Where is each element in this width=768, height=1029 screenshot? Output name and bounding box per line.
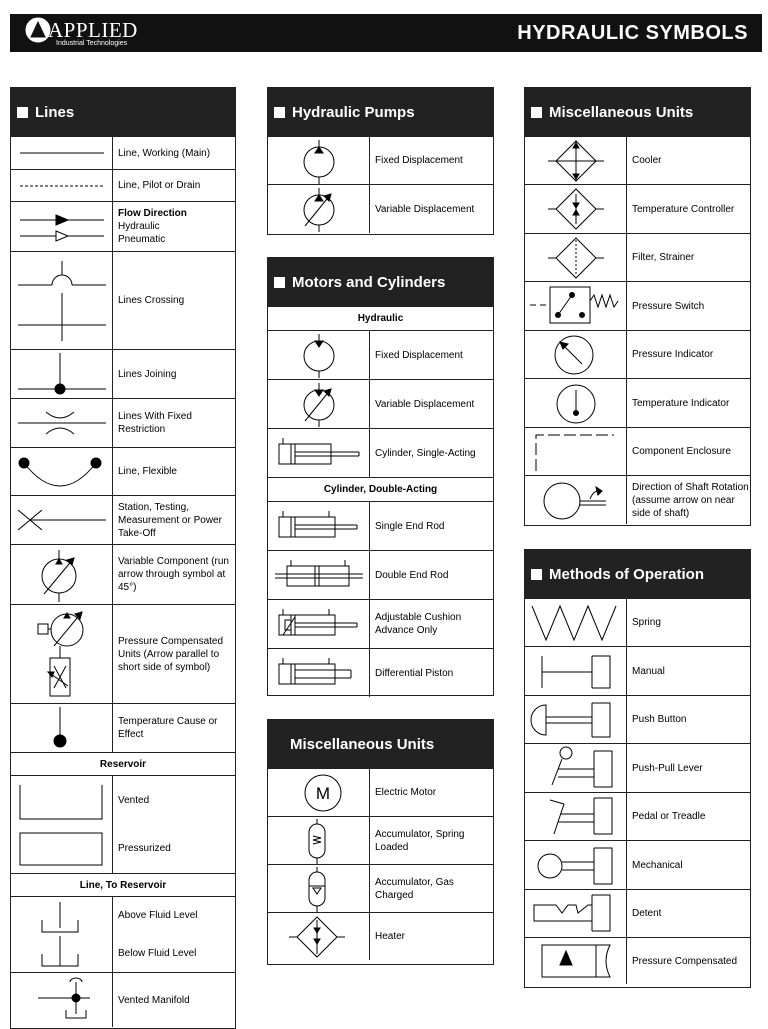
mechanical-icon <box>526 842 626 889</box>
pressure-compensated-operation-row <box>525 937 750 984</box>
below-fluid-label: Below Fluid Level <box>118 947 197 959</box>
hydraulic-subheader: Hydraulic <box>268 306 493 330</box>
cooler-row <box>525 136 750 184</box>
adjustable-cushion-label: Adjustable Cushion Advance Only <box>375 612 462 636</box>
lines-panel-header <box>11 88 235 136</box>
variable-pump-icon <box>269 186 369 233</box>
station-row <box>11 495 235 544</box>
acc-spring-label: Accumulator, Spring Loaded <box>375 828 465 853</box>
manual-row <box>525 646 750 695</box>
spring-accumulator-icon <box>269 818 369 864</box>
motors-panel-title: Motors and Cylinders <box>292 273 446 291</box>
double-end-rod-label: Double End Rod <box>375 569 449 581</box>
lines-panel-title: Lines <box>35 103 75 121</box>
pressure-comp-operation-label: Pressure Compensated <box>632 955 738 967</box>
lines-joining-row <box>11 349 235 398</box>
to-reservoir-icon <box>12 898 112 972</box>
acc-gas-row <box>268 864 493 912</box>
variable-component-row <box>11 544 235 604</box>
lines-crossing-label: Lines Crossing <box>118 295 185 306</box>
temperature-cause-icon <box>12 705 112 752</box>
temperature-controller-icon <box>526 186 626 233</box>
enclosure-label: Component Enclosure <box>632 446 731 457</box>
electric-motor-label: Electric Motor <box>375 787 437 798</box>
line-pilot-row <box>11 169 235 201</box>
heater-label: Heater <box>375 931 406 942</box>
double-end-rod-row <box>268 550 493 599</box>
misc-units-right-panel <box>524 87 751 526</box>
mechanical-label: Mechanical <box>632 859 683 871</box>
motor-letter: M <box>315 783 330 803</box>
pedal-label: Pedal or Treadle <box>632 811 706 822</box>
temp-indicator-row <box>525 378 750 427</box>
square-bullet-icon <box>274 107 285 118</box>
flow-direction-icon <box>12 203 112 251</box>
component-enclosure-icon <box>526 429 626 475</box>
filter-icon <box>526 235 626 281</box>
temp-controller-row <box>525 184 750 233</box>
differential-piston-label: Differential Piston <box>375 667 454 679</box>
flow-direction-row <box>11 201 235 251</box>
logo-text: APPLIED <box>48 18 138 42</box>
shaft-rotation-label: Direction of Shaft Rotation (assume arrow on near side of shaft) <box>632 481 749 519</box>
pumps-panel-title: Hydraulic Pumps <box>292 103 415 121</box>
to-reservoir-subheader: Line, To Reservoir <box>11 873 235 896</box>
cooler-label: Cooler <box>632 155 662 166</box>
page-title: HYDRAULIC SYMBOLS <box>517 22 748 44</box>
manual-icon <box>526 648 626 695</box>
flow-direction-title: Flow Direction <box>118 208 187 219</box>
pressure-switch-row <box>525 281 750 330</box>
acc-spring-row <box>268 816 493 864</box>
double-end-rod-icon <box>269 552 369 599</box>
spring-row <box>525 598 750 646</box>
hydraulic-pumps-panel <box>267 87 494 235</box>
cooler-icon <box>526 138 626 184</box>
temperature-indicator-icon <box>526 380 626 427</box>
push-pull-lever-icon <box>526 745 626 792</box>
lines-joining-icon <box>12 351 112 398</box>
push-button-label: Push Button <box>632 714 687 725</box>
misc-right-title: Miscellaneous Units <box>549 103 694 121</box>
header-bar <box>10 14 762 52</box>
reservoir-icon <box>12 777 112 873</box>
vented-manifold-label: Vented Manifold <box>118 994 190 1006</box>
pressure-indicator-row <box>525 330 750 378</box>
pressure-compensated-operation-icon <box>526 939 626 984</box>
fixed-restriction-row <box>11 398 235 447</box>
mechanical-row <box>525 840 750 889</box>
reservoir-row <box>11 775 235 873</box>
single-acting-label: Cylinder, Single-Acting <box>375 447 476 459</box>
detent-icon <box>526 891 626 937</box>
misc-middle-title: Miscellaneous Units <box>290 735 435 753</box>
pressure-compensated-icon <box>12 606 112 703</box>
motor-variable-label: Variable Displacement <box>375 398 475 410</box>
electric-motor-row <box>268 768 493 816</box>
pump-fixed-row <box>268 136 493 184</box>
electric-motor-icon <box>269 770 369 816</box>
variable-component-label: Variable Component (run arrow through symbol at 45°) <box>118 556 229 593</box>
variable-motor-icon <box>269 381 369 428</box>
misc-units-middle-panel <box>267 719 494 965</box>
fixed-restriction-icon <box>12 400 112 447</box>
flow-hydraulic-label: Hydraulic <box>118 221 160 232</box>
single-acting-cylinder-icon <box>269 430 369 477</box>
lines-panel <box>10 87 236 1029</box>
reservoir-subheader: Reservoir <box>11 752 235 775</box>
pedal-row <box>525 792 750 840</box>
reservoir-vented-label: Vented <box>118 794 150 806</box>
fixed-motor-icon <box>269 332 369 379</box>
detent-row <box>525 889 750 937</box>
pressure-switch-label: Pressure Switch <box>632 300 705 312</box>
square-bullet-icon <box>531 569 542 580</box>
motor-fixed-row <box>268 330 493 379</box>
pressure-indicator-label: Pressure Indicator <box>632 349 714 360</box>
heater-icon <box>269 914 369 960</box>
pressure-indicator-icon <box>526 332 626 378</box>
differential-piston-icon <box>269 650 369 697</box>
vented-manifold-row <box>11 972 235 1027</box>
double-acting-subheader: Cylinder, Double-Acting <box>268 477 493 501</box>
shaft-rotation-row <box>525 475 750 524</box>
pump-variable-label: Variable Displacement <box>375 203 475 215</box>
line-pilot-label: Line, Pilot or Drain <box>118 180 201 191</box>
pilot-line-icon <box>12 171 112 201</box>
variable-component-icon <box>12 546 112 604</box>
filter-row <box>525 233 750 281</box>
temp-indicator-label: Temperature Indicator <box>632 397 730 409</box>
square-bullet-icon <box>17 107 28 118</box>
push-pull-row <box>525 743 750 792</box>
manual-label: Manual <box>632 665 665 677</box>
line-working-row <box>11 136 235 169</box>
line-working-label: Line, Working (Main) <box>118 147 211 159</box>
square-bullet-icon <box>274 277 285 288</box>
working-line-icon <box>12 138 112 168</box>
push-button-icon <box>526 697 626 743</box>
flexible-line-label: Line, Flexible <box>118 466 177 477</box>
station-icon <box>12 497 112 544</box>
pump-variable-row <box>268 184 493 233</box>
lines-joining-label: Lines Joining <box>118 368 177 380</box>
motors-cylinders-panel <box>267 257 494 696</box>
push-pull-label: Push-Pull Lever <box>632 762 703 774</box>
fixed-pump-icon <box>269 138 369 184</box>
adjustable-cushion-icon <box>269 601 369 648</box>
pedal-icon <box>526 794 626 840</box>
methods-operation-panel <box>524 549 751 988</box>
to-reservoir-row <box>11 896 235 972</box>
station-label: Station, Testing, Measurement or Power Take-Off <box>118 501 222 539</box>
adjustable-cushion-row <box>268 599 493 648</box>
single-end-rod-row <box>268 501 493 550</box>
differential-piston-row <box>268 648 493 697</box>
filter-label: Filter, Strainer <box>632 252 695 263</box>
detent-label: Detent <box>632 908 662 919</box>
vented-manifold-icon <box>12 974 112 1027</box>
flexible-line-icon <box>12 449 112 495</box>
single-end-rod-icon <box>269 503 369 550</box>
pressure-switch-icon <box>526 283 626 330</box>
motor-fixed-label: Fixed Displacement <box>375 349 463 361</box>
pressure-compensated-label: Pressure Compensated Units (Arrow parallel to short side of symbol) <box>118 635 224 673</box>
acc-gas-label: Accumulator, Gas Charged <box>375 876 454 901</box>
heater-row <box>268 912 493 960</box>
pressure-compensated-row <box>11 604 235 703</box>
gas-accumulator-icon <box>269 866 369 912</box>
enclosure-row <box>525 427 750 475</box>
above-fluid-label: Above Fluid Level <box>118 910 198 922</box>
shaft-rotation-icon <box>526 477 626 524</box>
temperature-cause-label: Temperature Cause or Effect <box>118 716 218 740</box>
lines-crossing-row <box>11 251 235 349</box>
motor-variable-row <box>268 379 493 428</box>
temperature-cause-row <box>11 703 235 752</box>
methods-panel-title: Methods of Operation <box>549 565 704 583</box>
spring-label: Spring <box>632 617 661 628</box>
single-acting-row <box>268 428 493 477</box>
pump-fixed-label: Fixed Displacement <box>375 155 463 166</box>
push-button-row <box>525 695 750 743</box>
lines-crossing-icon <box>12 253 112 349</box>
reservoir-pressurized-label: Pressurized <box>118 843 171 855</box>
flow-pneumatic-label: Pneumatic <box>118 234 166 245</box>
spring-icon <box>526 600 626 646</box>
logo-subtext: Industrial Technologies <box>56 40 128 47</box>
fixed-restriction-label: Lines With Fixed Restriction <box>118 411 192 435</box>
single-end-rod-label: Single End Rod <box>375 520 445 532</box>
square-bullet-icon <box>531 107 542 118</box>
flexible-line-row <box>11 447 235 495</box>
temp-controller-label: Temperature Controller <box>632 203 735 215</box>
